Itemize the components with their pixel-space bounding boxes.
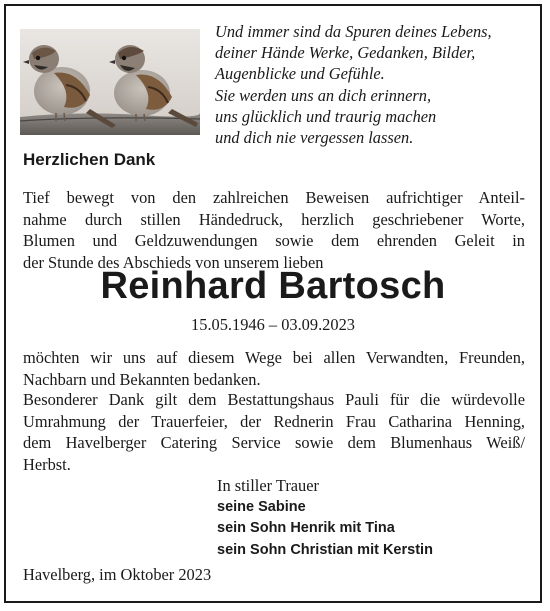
poem-line: Sie werden uns an dich erinnern, xyxy=(215,85,432,105)
poem-line: deiner Hände Werke, Gedanken, Bilder, xyxy=(215,43,476,63)
poem-line: uns glücklich und traurig machen xyxy=(215,106,437,126)
text-line: Besonderer Dank gilt dem Bestattungshaus Pauli für die würdevolle xyxy=(23,390,525,409)
poem-line: Augenblicke und Gefühle. xyxy=(215,64,385,84)
text-line: Blumen und Geldzuwendungen sowie dem ehrenden Geleit in xyxy=(23,231,525,250)
special-thanks-paragraph xyxy=(23,389,525,475)
mourner-name: seine Sabine xyxy=(217,498,306,515)
sparrows-photo xyxy=(20,29,200,135)
place-date: Havelberg, im Oktober 2023 xyxy=(23,565,212,584)
thanks-heading: Herzlichen Dank xyxy=(23,150,156,169)
text-line: der Stunde des Abschieds von unserem lieben xyxy=(23,252,324,272)
text-line: möchten wir uns auf diesem Wege bei allen Verwandten, Freunden, xyxy=(23,348,525,367)
mourner-name: sein Sohn Christian mit Kerstin xyxy=(217,541,433,558)
sparrows-image xyxy=(20,29,200,135)
poem-line: und dich nie vergessen lassen. xyxy=(215,128,414,148)
text-line: Herbst. xyxy=(23,454,71,474)
mourners-block xyxy=(217,475,433,561)
text-line: dem Havelberger Catering Service sowie dem Blumenhaus Weiß/ xyxy=(23,433,525,452)
deceased-name: Reinhard Bartosch xyxy=(100,265,446,307)
life-dates: 15.05.1946 – 03.09.2023 xyxy=(191,315,355,334)
text-line: Umrahmung der Trauerfeier, der Rednerin Frau Catharina Henning, xyxy=(23,411,525,431)
poem xyxy=(215,21,535,148)
relatives-paragraph xyxy=(23,347,525,390)
text-line: Nachbarn und Bekannten bedanken. xyxy=(23,369,261,389)
mourning-intro: In stiller Trauer xyxy=(217,476,319,495)
thanks-paragraph xyxy=(23,187,525,273)
mourner-name: sein Sohn Henrik mit Tina xyxy=(217,520,395,536)
poem-line: Und immer sind da Spuren deines Lebens, xyxy=(215,22,492,41)
text-line: nahme durch stillen Händedruck, herzlich geschriebener Worte, xyxy=(23,209,525,229)
text-line: Tief bewegt von den zahlreichen Beweisen aufrichtiger Anteil- xyxy=(23,188,525,207)
